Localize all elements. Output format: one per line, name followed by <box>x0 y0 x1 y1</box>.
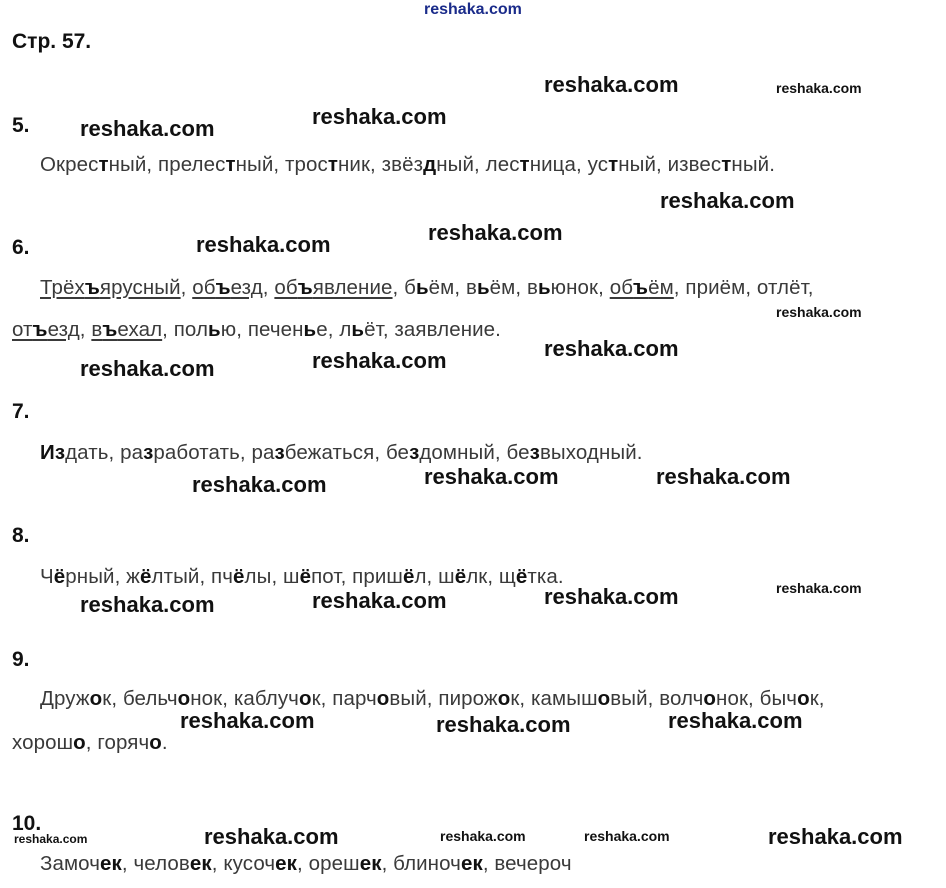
watermark: reshaka.com <box>180 708 315 733</box>
watermark: reshaka.com <box>776 80 862 96</box>
watermark: reshaka.com <box>424 464 559 489</box>
watermark: reshaka.com <box>776 580 862 596</box>
watermark: reshaka.com <box>768 824 903 849</box>
watermark: reshaka.com <box>312 104 447 129</box>
exercise-5-number: 5. <box>12 114 30 137</box>
exercise-6-line-1: Трёхъярусный, объезд, объявление, бьём, вьём, вьюнок, объём, приём, отлёт, <box>40 276 814 299</box>
watermark: reshaka.com <box>436 712 571 737</box>
page-title: Стр. 57. <box>12 30 92 53</box>
exercise-8-number: 8. <box>12 524 30 547</box>
watermark: reshaka.com <box>668 708 803 733</box>
exercise-5-text: Окрестный, прелестный, тростник, звёздный, лестница, устный, известный. <box>40 153 776 176</box>
watermark: reshaka.com <box>544 336 679 361</box>
exercise-6-number: 6. <box>12 236 30 259</box>
exercise-7-text: Издать, разработать, разбежаться, бездомный, безвыходный. <box>40 441 643 464</box>
watermark: reshaka.com <box>428 220 563 245</box>
exercise-10-number: 10. <box>12 812 42 835</box>
watermark: reshaka.com <box>656 464 791 489</box>
watermark: reshaka.com <box>544 584 679 609</box>
watermark: reshaka.com <box>440 828 526 844</box>
watermark: reshaka.com <box>660 188 795 213</box>
watermark: reshaka.com <box>776 304 862 320</box>
watermark: reshaka.com <box>196 232 331 257</box>
exercise-9-line-1: Дружок, бельчонок, каблучок, парчовый, пирожок, камышовый, волчонок, бычок, <box>40 687 825 710</box>
watermark: reshaka.com <box>312 588 447 613</box>
exercise-9-line-2: хорошо, горячо. <box>12 731 168 754</box>
exercise-10-text: Замочек, человек, кусочек, орешек, блиночек, вечероч <box>40 852 572 875</box>
watermark: reshaka.com <box>312 348 447 373</box>
header-watermark: reshaka.com <box>424 1 522 18</box>
watermark: reshaka.com <box>204 824 339 849</box>
exercise-7-number: 7. <box>12 400 30 423</box>
watermark: reshaka.com <box>544 72 679 97</box>
exercise-6-line-2: отъезд, въехал, полью, печенье, льёт, заявление. <box>12 318 501 341</box>
watermark: reshaka.com <box>192 472 327 497</box>
watermark: reshaka.com <box>80 592 215 617</box>
watermark: reshaka.com <box>80 116 215 141</box>
watermark: reshaka.com <box>584 828 670 844</box>
watermark: reshaka.com <box>80 356 215 381</box>
watermark: reshaka.com <box>14 832 88 846</box>
exercise-8-text: Чёрный, жёлтый, пчёлы, шёпот, пришёл, шёлк, щётка. <box>40 565 564 588</box>
exercise-9-number: 9. <box>12 648 30 671</box>
